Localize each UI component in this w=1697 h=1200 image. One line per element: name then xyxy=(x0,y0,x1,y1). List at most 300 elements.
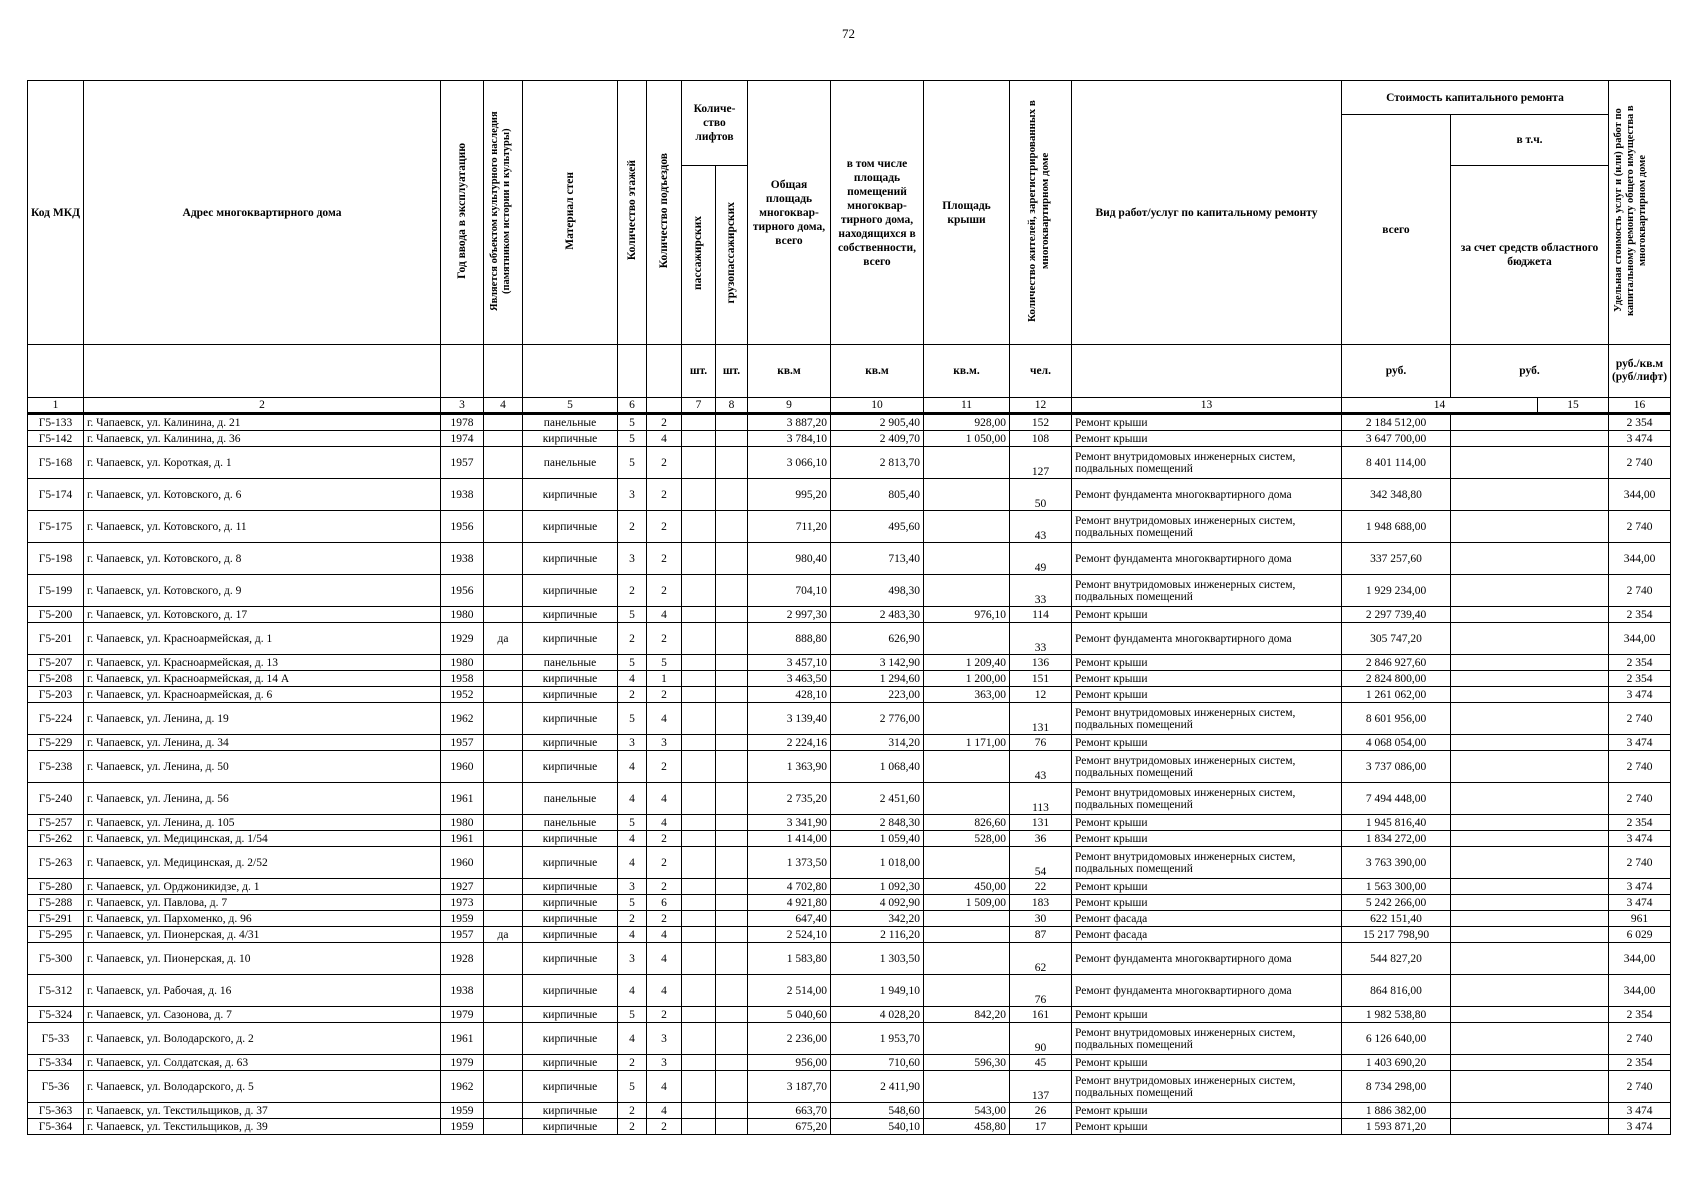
heritage-cell xyxy=(484,431,523,447)
code-cell: Г5-240 xyxy=(28,783,84,815)
table-row xyxy=(28,895,1671,911)
walls-cell: кирпичные xyxy=(523,1023,618,1055)
table-row xyxy=(28,943,1671,975)
table-row xyxy=(28,607,1671,623)
floors-cell: 2 xyxy=(618,1119,647,1135)
walls-cell: кирпичные xyxy=(523,543,618,575)
heritage-cell xyxy=(484,703,523,735)
floors-cell: 2 xyxy=(618,687,647,703)
entrances-cell: 3 xyxy=(647,1055,682,1071)
lifts-cargo-cell xyxy=(716,1007,748,1023)
total-area-cell: 4 702,80 xyxy=(748,879,831,895)
entrances-cell: 2 xyxy=(647,543,682,575)
cost-total-cell: 1 403 690,20 xyxy=(1342,1055,1451,1071)
table-row xyxy=(28,1055,1671,1071)
entrances-cell: 4 xyxy=(647,607,682,623)
roof-area-cell: 528,00 xyxy=(924,831,1010,847)
total-area-cell: 4 921,80 xyxy=(748,895,831,911)
year-cell: 1938 xyxy=(441,543,484,575)
lifts-passenger-cell xyxy=(682,751,716,783)
column-number: 13 xyxy=(1072,398,1342,414)
total-area-cell: 3 463,50 xyxy=(748,671,831,687)
entrances-cell: 2 xyxy=(647,879,682,895)
lifts-passenger-cell xyxy=(682,783,716,815)
private-area-cell: 1 068,40 xyxy=(831,751,924,783)
lifts-passenger-cell xyxy=(682,927,716,943)
walls-cell: кирпичные xyxy=(523,623,618,655)
heritage-cell xyxy=(484,783,523,815)
private-area-cell: 314,20 xyxy=(831,735,924,751)
work-type-cell: Ремонт внутридомовых инженерных систем, подвальных помещений xyxy=(1072,847,1342,879)
address-cell: г. Чапаевск, ул. Ленина, д. 56 xyxy=(84,783,441,815)
lifts-passenger-cell xyxy=(682,703,716,735)
walls-cell: кирпичные xyxy=(523,831,618,847)
walls-cell: кирпичные xyxy=(523,431,618,447)
column-number: 9 xyxy=(748,398,831,414)
lifts-cargo-cell xyxy=(716,703,748,735)
floors-cell: 4 xyxy=(618,783,647,815)
roof-area-cell xyxy=(924,1023,1010,1055)
year-cell: 1974 xyxy=(441,431,484,447)
heritage-cell xyxy=(484,447,523,479)
cost-total-cell: 544 827,20 xyxy=(1342,943,1451,975)
walls-cell: кирпичные xyxy=(523,479,618,511)
lifts-passenger-cell xyxy=(682,1119,716,1135)
table-row xyxy=(28,431,1671,447)
lifts-passenger-cell xyxy=(682,655,716,671)
roof-area-cell xyxy=(924,447,1010,479)
cost-total-cell: 1 563 300,00 xyxy=(1342,879,1451,895)
floors-cell: 4 xyxy=(618,831,647,847)
private-area-cell: 498,30 xyxy=(831,575,924,607)
residents-cell: 151 xyxy=(1010,671,1072,687)
unit-rub: руб. xyxy=(1451,345,1609,398)
year-cell: 1973 xyxy=(441,895,484,911)
lifts-cargo-cell xyxy=(716,831,748,847)
lifts-passenger-cell xyxy=(682,831,716,847)
entrances-cell: 2 xyxy=(647,847,682,879)
entrances-cell: 2 xyxy=(647,1119,682,1135)
residents-cell: 76 xyxy=(1010,735,1072,751)
code-cell: Г5-200 xyxy=(28,607,84,623)
cost-regional-cell xyxy=(1451,751,1609,783)
residents-cell: 87 xyxy=(1010,927,1072,943)
year-cell: 1952 xyxy=(441,687,484,703)
cost-total-cell: 342 348,80 xyxy=(1342,479,1451,511)
entrances-cell: 2 xyxy=(647,511,682,543)
address-cell: г. Чапаевск, ул. Володарского, д. 2 xyxy=(84,1023,441,1055)
cost-total-cell: 15 217 798,90 xyxy=(1342,927,1451,943)
floors-cell: 5 xyxy=(618,655,647,671)
table-row xyxy=(28,479,1671,511)
column-number: 15 xyxy=(1538,398,1609,414)
code-cell: Г5-207 xyxy=(28,655,84,671)
heritage-cell xyxy=(484,1119,523,1135)
code-cell: Г5-263 xyxy=(28,847,84,879)
address-cell: г. Чапаевск, ул. Котовского, д. 6 xyxy=(84,479,441,511)
lifts-passenger-cell xyxy=(682,943,716,975)
lifts-cargo-cell xyxy=(716,1119,748,1135)
total-area-cell: 647,40 xyxy=(748,911,831,927)
lifts-cargo-cell xyxy=(716,895,748,911)
table-row xyxy=(28,511,1671,543)
entrances-cell: 2 xyxy=(647,1007,682,1023)
unit-cost-cell: 2 354 xyxy=(1609,815,1671,831)
table-row xyxy=(28,1119,1671,1135)
roof-area-cell: 842,20 xyxy=(924,1007,1010,1023)
lifts-passenger-cell xyxy=(682,1071,716,1103)
table-row xyxy=(28,815,1671,831)
lifts-passenger-cell xyxy=(682,575,716,607)
lifts-passenger-cell xyxy=(682,447,716,479)
work-type-cell: Ремонт фундамента многоквартирного дома xyxy=(1072,543,1342,575)
work-type-cell: Ремонт фундамента многоквартирного дома xyxy=(1072,975,1342,1007)
code-cell: Г5-295 xyxy=(28,927,84,943)
year-cell: 1980 xyxy=(441,815,484,831)
lifts-cargo-cell xyxy=(716,431,748,447)
cost-total-cell: 1 261 062,00 xyxy=(1342,687,1451,703)
private-area-cell: 1 092,30 xyxy=(831,879,924,895)
work-type-cell: Ремонт внутридомовых инженерных систем, подвальных помещений xyxy=(1072,703,1342,735)
private-area-cell: 540,10 xyxy=(831,1119,924,1135)
cost-total-cell: 1 929 234,00 xyxy=(1342,575,1451,607)
header-private-area: в том числе площадь помещений многоквар-тирного дома, находящихся в собственности, всего xyxy=(831,81,924,345)
address-cell: г. Чапаевск, ул. Красноармейская, д. 6 xyxy=(84,687,441,703)
cost-regional-cell xyxy=(1451,1071,1609,1103)
unit-cost-cell: 344,00 xyxy=(1609,943,1671,975)
roof-area-cell xyxy=(924,911,1010,927)
private-area-cell: 2 409,70 xyxy=(831,431,924,447)
unit-pcs: шт. xyxy=(716,345,748,398)
roof-area-cell xyxy=(924,943,1010,975)
work-type-cell: Ремонт крыши xyxy=(1072,1103,1342,1119)
column-number: 4 xyxy=(484,398,523,414)
heritage-cell: да xyxy=(484,623,523,655)
floors-cell: 2 xyxy=(618,511,647,543)
cost-regional-cell xyxy=(1451,671,1609,687)
work-type-cell: Ремонт внутридомовых инженерных систем, подвальных помещений xyxy=(1072,511,1342,543)
floors-cell: 2 xyxy=(618,911,647,927)
walls-cell: кирпичные xyxy=(523,879,618,895)
column-number: 6 xyxy=(618,398,647,414)
unit-cost-cell: 2 740 xyxy=(1609,703,1671,735)
walls-cell: кирпичные xyxy=(523,911,618,927)
residents-cell: 43 xyxy=(1010,751,1072,783)
table-row xyxy=(28,543,1671,575)
code-cell: Г5-168 xyxy=(28,447,84,479)
floors-cell: 3 xyxy=(618,735,647,751)
cost-regional-cell xyxy=(1451,831,1609,847)
total-area-cell: 3 066,10 xyxy=(748,447,831,479)
year-cell: 1979 xyxy=(441,1007,484,1023)
cost-total-cell: 622 151,40 xyxy=(1342,911,1451,927)
cost-total-cell: 8 401 114,00 xyxy=(1342,447,1451,479)
year-cell: 1961 xyxy=(441,783,484,815)
unit-cost-cell: 344,00 xyxy=(1609,975,1671,1007)
floors-cell: 5 xyxy=(618,447,647,479)
address-cell: г. Чапаевск, ул. Сазонова, д. 7 xyxy=(84,1007,441,1023)
walls-cell: кирпичные xyxy=(523,1007,618,1023)
code-cell: Г5-201 xyxy=(28,623,84,655)
work-type-cell: Ремонт крыши xyxy=(1072,1119,1342,1135)
walls-cell: кирпичные xyxy=(523,703,618,735)
header-entrances: Количество подъездов xyxy=(647,81,682,345)
floors-cell: 5 xyxy=(618,431,647,447)
floors-cell: 2 xyxy=(618,575,647,607)
walls-cell: кирпичные xyxy=(523,687,618,703)
table-row xyxy=(28,1007,1671,1023)
heritage-cell xyxy=(484,943,523,975)
residents-cell: 49 xyxy=(1010,543,1072,575)
year-cell: 1962 xyxy=(441,703,484,735)
cost-regional-cell xyxy=(1451,1119,1609,1135)
walls-cell: кирпичные xyxy=(523,607,618,623)
table-row xyxy=(28,831,1671,847)
total-area-cell: 2 997,30 xyxy=(748,607,831,623)
column-number: 16 xyxy=(1609,398,1671,414)
column-number: 14 xyxy=(1342,398,1538,414)
work-type-cell: Ремонт внутридомовых инженерных систем, подвальных помещений xyxy=(1072,447,1342,479)
address-cell: г. Чапаевск, ул. Пионерская, д. 4/31 xyxy=(84,927,441,943)
roof-area-cell: 363,00 xyxy=(924,687,1010,703)
private-area-cell: 1 303,50 xyxy=(831,943,924,975)
entrances-cell: 3 xyxy=(647,735,682,751)
lifts-cargo-cell xyxy=(716,879,748,895)
lifts-cargo-cell xyxy=(716,927,748,943)
residents-cell: 62 xyxy=(1010,943,1072,975)
table-row xyxy=(28,655,1671,671)
total-area-cell: 2 735,20 xyxy=(748,783,831,815)
unit-cost-cell: 2 354 xyxy=(1609,1007,1671,1023)
lifts-passenger-cell xyxy=(682,735,716,751)
unit-sqm: кв.м xyxy=(748,345,831,398)
unit-cost-cell: 344,00 xyxy=(1609,543,1671,575)
address-cell: г. Чапаевск, ул. Красноармейская, д. 13 xyxy=(84,655,441,671)
total-area-cell: 2 514,00 xyxy=(748,975,831,1007)
year-cell: 1927 xyxy=(441,879,484,895)
heritage-cell xyxy=(484,479,523,511)
code-cell: Г5-133 xyxy=(28,414,84,431)
cost-total-cell: 864 816,00 xyxy=(1342,975,1451,1007)
lifts-passenger-cell xyxy=(682,479,716,511)
unit-cost-cell: 2 740 xyxy=(1609,847,1671,879)
residents-cell: 113 xyxy=(1010,783,1072,815)
heritage-cell xyxy=(484,655,523,671)
cost-regional-cell xyxy=(1451,431,1609,447)
unit-cost-cell: 2 740 xyxy=(1609,575,1671,607)
year-cell: 1980 xyxy=(441,607,484,623)
unit-cost-cell: 961 xyxy=(1609,911,1671,927)
roof-area-cell xyxy=(924,623,1010,655)
work-type-cell: Ремонт внутридомовых инженерных систем, подвальных помещений xyxy=(1072,575,1342,607)
heritage-cell xyxy=(484,687,523,703)
walls-cell: кирпичные xyxy=(523,847,618,879)
entrances-cell: 2 xyxy=(647,687,682,703)
code-cell: Г5-257 xyxy=(28,815,84,831)
work-type-cell: Ремонт крыши xyxy=(1072,607,1342,623)
private-area-cell: 1 018,00 xyxy=(831,847,924,879)
heritage-cell xyxy=(484,815,523,831)
lifts-passenger-cell xyxy=(682,543,716,575)
floors-cell: 5 xyxy=(618,414,647,431)
residents-cell: 183 xyxy=(1010,895,1072,911)
unit-sqm: кв.м xyxy=(831,345,924,398)
cost-total-cell: 1 982 538,80 xyxy=(1342,1007,1451,1023)
work-type-cell: Ремонт крыши xyxy=(1072,414,1342,431)
table-row xyxy=(28,671,1671,687)
code-cell: Г5-288 xyxy=(28,895,84,911)
unit-cost-cell: 2 354 xyxy=(1609,655,1671,671)
cost-total-cell: 3 737 086,00 xyxy=(1342,751,1451,783)
roof-area-cell: 596,30 xyxy=(924,1055,1010,1071)
roof-area-cell: 458,80 xyxy=(924,1119,1010,1135)
private-area-cell: 713,40 xyxy=(831,543,924,575)
cost-total-cell: 6 126 640,00 xyxy=(1342,1023,1451,1055)
code-cell: Г5-198 xyxy=(28,543,84,575)
column-number: 1 xyxy=(28,398,84,414)
total-area-cell: 3 784,10 xyxy=(748,431,831,447)
lifts-passenger-cell xyxy=(682,687,716,703)
unit-cost-cell: 2 740 xyxy=(1609,511,1671,543)
cost-regional-cell xyxy=(1451,1023,1609,1055)
entrances-cell: 1 xyxy=(647,671,682,687)
total-area-cell: 3 187,70 xyxy=(748,1071,831,1103)
code-cell: Г5-36 xyxy=(28,1071,84,1103)
work-type-cell: Ремонт крыши xyxy=(1072,1055,1342,1071)
cost-total-cell: 1 834 272,00 xyxy=(1342,831,1451,847)
address-cell: г. Чапаевск, ул. Ленина, д. 50 xyxy=(84,751,441,783)
floors-cell: 5 xyxy=(618,703,647,735)
lifts-cargo-cell xyxy=(716,623,748,655)
walls-cell: кирпичные xyxy=(523,1071,618,1103)
code-cell: Г5-208 xyxy=(28,671,84,687)
year-cell: 1962 xyxy=(441,1071,484,1103)
work-type-cell: Ремонт фасада xyxy=(1072,911,1342,927)
private-area-cell: 2 451,60 xyxy=(831,783,924,815)
entrances-cell: 2 xyxy=(647,479,682,511)
entrances-cell: 3 xyxy=(647,1023,682,1055)
address-cell: г. Чапаевск, ул. Орджоникидзе, д. 1 xyxy=(84,879,441,895)
lifts-cargo-cell xyxy=(716,543,748,575)
address-cell: г. Чапаевск, ул. Ленина, д. 105 xyxy=(84,815,441,831)
heritage-cell xyxy=(484,911,523,927)
column-number: 8 xyxy=(716,398,748,414)
unit-cost-cell: 344,00 xyxy=(1609,479,1671,511)
cost-regional-cell xyxy=(1451,879,1609,895)
private-area-cell: 805,40 xyxy=(831,479,924,511)
unit-cost-cell: 3 474 xyxy=(1609,687,1671,703)
table-row xyxy=(28,911,1671,927)
cost-regional-cell xyxy=(1451,414,1609,431)
private-area-cell: 3 142,90 xyxy=(831,655,924,671)
repair-program-table xyxy=(27,80,1671,1135)
walls-cell: кирпичные xyxy=(523,751,618,783)
lifts-cargo-cell xyxy=(716,1023,748,1055)
floors-cell: 2 xyxy=(618,623,647,655)
unit-cost-cell: 3 474 xyxy=(1609,735,1671,751)
roof-area-cell xyxy=(924,783,1010,815)
cost-regional-cell xyxy=(1451,511,1609,543)
column-number: 7 xyxy=(682,398,716,414)
cost-total-cell: 7 494 448,00 xyxy=(1342,783,1451,815)
work-type-cell: Ремонт крыши xyxy=(1072,687,1342,703)
floors-cell: 3 xyxy=(618,543,647,575)
unit-cost-cell: 3 474 xyxy=(1609,1119,1671,1135)
residents-cell: 114 xyxy=(1010,607,1072,623)
cost-total-cell: 2 846 927,60 xyxy=(1342,655,1451,671)
address-cell: г. Чапаевск, ул. Калинина, д. 36 xyxy=(84,431,441,447)
entrances-cell: 2 xyxy=(647,447,682,479)
entrances-cell: 2 xyxy=(647,911,682,927)
heritage-cell xyxy=(484,414,523,431)
column-number: 12 xyxy=(1010,398,1072,414)
year-cell: 1957 xyxy=(441,447,484,479)
floors-cell: 4 xyxy=(618,1023,647,1055)
cost-total-cell: 337 257,60 xyxy=(1342,543,1451,575)
table-row xyxy=(28,751,1671,783)
entrances-cell: 4 xyxy=(647,783,682,815)
year-cell: 1959 xyxy=(441,1119,484,1135)
address-cell: г. Чапаевск, ул. Рабочая, д. 16 xyxy=(84,975,441,1007)
table-row xyxy=(28,414,1671,431)
work-type-cell: Ремонт фундамента многоквартирного дома xyxy=(1072,623,1342,655)
private-area-cell: 2 848,30 xyxy=(831,815,924,831)
year-cell: 1938 xyxy=(441,975,484,1007)
lifts-passenger-cell xyxy=(682,975,716,1007)
table-row xyxy=(28,1071,1671,1103)
residents-cell: 131 xyxy=(1010,815,1072,831)
residents-cell: 45 xyxy=(1010,1055,1072,1071)
header-roof-area: Площадь крыши xyxy=(924,81,1010,345)
unit-cost-cell: 2 740 xyxy=(1609,1023,1671,1055)
floors-cell: 5 xyxy=(618,895,647,911)
walls-cell: кирпичные xyxy=(523,1119,618,1135)
table-row xyxy=(28,847,1671,879)
residents-cell: 22 xyxy=(1010,879,1072,895)
heritage-cell xyxy=(484,1103,523,1119)
unit-empty xyxy=(84,345,441,398)
table-row xyxy=(28,735,1671,751)
residents-cell: 26 xyxy=(1010,1103,1072,1119)
code-cell: Г5-224 xyxy=(28,703,84,735)
residents-cell: 90 xyxy=(1010,1023,1072,1055)
cost-regional-cell xyxy=(1451,847,1609,879)
unit-cost-cell: 2 354 xyxy=(1609,414,1671,431)
entrances-cell: 4 xyxy=(647,1103,682,1119)
private-area-cell: 223,00 xyxy=(831,687,924,703)
total-area-cell: 5 040,60 xyxy=(748,1007,831,1023)
unit-empty xyxy=(28,345,84,398)
heritage-cell xyxy=(484,511,523,543)
header-code: Код МКД xyxy=(28,81,84,345)
lifts-cargo-cell xyxy=(716,671,748,687)
roof-area-cell: 450,00 xyxy=(924,879,1010,895)
lifts-cargo-cell xyxy=(716,655,748,671)
address-cell: г. Чапаевск, ул. Пионерская, д. 10 xyxy=(84,943,441,975)
cost-regional-cell xyxy=(1451,911,1609,927)
roof-area-cell xyxy=(924,1071,1010,1103)
cost-regional-cell xyxy=(1451,703,1609,735)
residents-cell: 54 xyxy=(1010,847,1072,879)
private-area-cell: 1 949,10 xyxy=(831,975,924,1007)
floors-cell: 5 xyxy=(618,1071,647,1103)
header-cost-total: всего xyxy=(1342,115,1451,345)
table-row xyxy=(28,975,1671,1007)
lifts-cargo-cell xyxy=(716,607,748,623)
walls-cell: кирпичные xyxy=(523,927,618,943)
address-cell: г. Чапаевск, ул. Ленина, д. 34 xyxy=(84,735,441,751)
unit-cost-cell: 6 029 xyxy=(1609,927,1671,943)
